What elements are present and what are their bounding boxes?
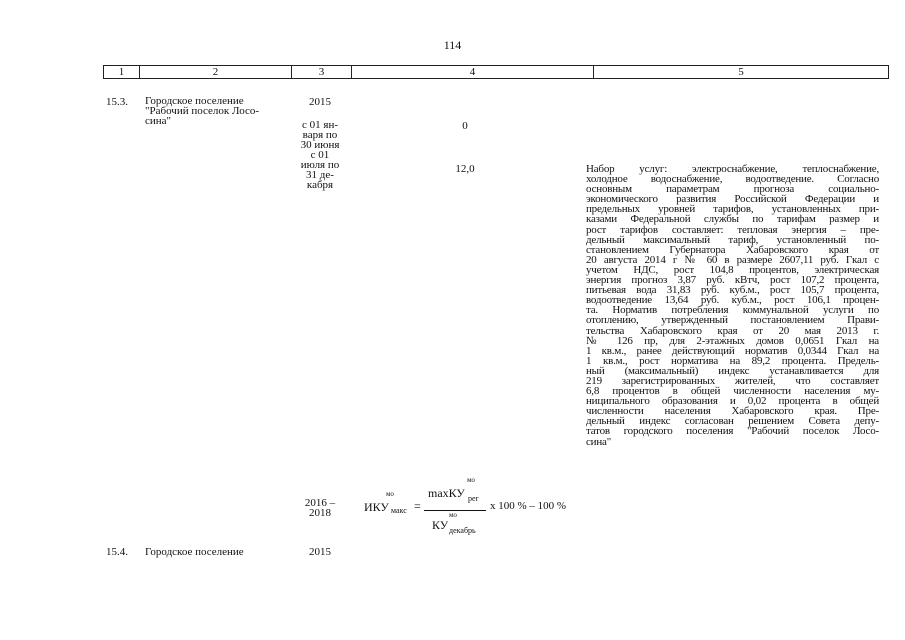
name-line: "Рабочий поселок Лосо-: [145, 105, 260, 117]
years-line: 2018: [309, 507, 331, 519]
col-header-3: 3: [292, 66, 352, 78]
period-line: с 01: [310, 149, 330, 161]
num-sub: рег: [468, 494, 479, 503]
description-line: казами Федеральной службы по тарифам размер и: [586, 213, 879, 226]
description-line: 6,8 процентов в общей численности населения му-: [586, 385, 879, 398]
description-line: энергия прогноз 3,87 руб. кВтч, рост 107,2 процента,: [586, 274, 879, 287]
den-sup: мо: [449, 511, 457, 519]
table-header: [103, 65, 889, 79]
period-line: с 01 ян-: [302, 119, 338, 131]
col-header-4: 4: [352, 66, 594, 78]
col-header-5: 5: [738, 66, 744, 78]
years-range: [292, 498, 348, 518]
description-line: учетом НДС, рост 104,8 процентов, электрическая: [586, 263, 879, 276]
name-line: Городское поселение: [145, 95, 244, 107]
row-number: 15.4.: [106, 546, 128, 558]
description-line: основным параметрам прогноза социально-: [586, 183, 879, 196]
formula-tail: x 100 % – 100 %: [490, 500, 567, 512]
period-line: 30 июня: [300, 139, 340, 151]
description-line: тельства Хабаровского края от 20 мая 2013 г.: [586, 324, 879, 337]
description-line: Набор услуг: электроснабжение, теплоснабжение,: [586, 163, 879, 175]
lhs-sub: макс: [391, 506, 407, 515]
description-line: № 126 пр, для 2-этажных домов 0,0651 Гкал на: [586, 334, 879, 347]
period-first-half: [292, 120, 348, 150]
description-line: водоотведение 13,64 руб. куб.м., рост 106,1 процен-: [586, 294, 879, 307]
num-sup: мо: [467, 476, 475, 484]
col-header-1: 1: [104, 66, 140, 78]
years-line: 2016 –: [304, 497, 336, 509]
description-line: экономического развития Российской Федерации и: [586, 193, 879, 206]
name-line: сина": [145, 115, 172, 127]
description-line: 219 зарегистрированных жителей, что составляет: [586, 374, 879, 387]
equals: =: [414, 499, 421, 513]
description-line: численности населения Хабаровского края. Пре-: [586, 405, 879, 418]
description-line: дельный максимальный тариф, установленный по-: [586, 233, 879, 246]
lhs: ИКУ: [364, 500, 389, 514]
description: [586, 164, 879, 447]
description-line: 1 кв.м., ранее действующий норматив 0,0344 Гкал на: [586, 344, 879, 357]
description-line: 20 августа 2014 г № 60 в размере 2607,11 руб. Гкал с: [586, 253, 879, 266]
year: 2015: [309, 96, 331, 108]
year: 2015: [309, 546, 331, 558]
period-second-half: [292, 150, 348, 190]
index-value-first-half: 0: [462, 120, 468, 132]
page-number: 114: [443, 38, 462, 52]
description-line: холодное водоснабжение, водоотведение. Согласно: [586, 173, 879, 186]
description-line: ниципального образования и 0,02 процента в общей: [586, 395, 879, 408]
period-line: 31 де-: [306, 169, 334, 181]
settlement-name: Городское поселение: [145, 546, 244, 558]
index-value-second-half: 12,0: [455, 163, 475, 175]
description-line: ный (максимальный) индекс устанавливается для: [586, 364, 879, 377]
description-line: отоплению, утвержденный постановлением Прави-: [586, 314, 879, 327]
settlement-name: [145, 96, 285, 126]
row-number: 15.3.: [106, 96, 128, 108]
denominator: КУ: [432, 518, 449, 532]
col-header-2: 2: [140, 66, 292, 78]
description-line: татов городского поселения "Рабочий поселок Лосо-: [586, 425, 879, 438]
den-sub: декабрь: [449, 526, 476, 535]
description-line: та. Норматив потребления коммунальной услуги по: [586, 304, 879, 317]
period-line: июля по: [300, 159, 340, 171]
period-line: варя по: [302, 129, 338, 141]
description-line: предельных уровней тарифов, установленных при-: [586, 203, 879, 216]
period-line: кабря: [306, 179, 334, 191]
description-line: рост тарифов составляет: тепловая энергия – пре-: [586, 223, 879, 236]
description-line: 1 кв.м., рост норматива на 89,2 процента. Предель-: [586, 354, 879, 367]
description-line: сина": [586, 435, 612, 448]
lhs-sup: мо: [386, 490, 394, 498]
description-line: дельный индекс согласован решением Совета депу-: [586, 415, 879, 428]
description-line: становлением Губернатора Хабаровского края от: [586, 243, 879, 256]
numerator: maxКУ: [428, 486, 465, 500]
description-line: питьевая вода 31,83 руб. куб.м., рост 105,7 процента,: [586, 284, 879, 297]
